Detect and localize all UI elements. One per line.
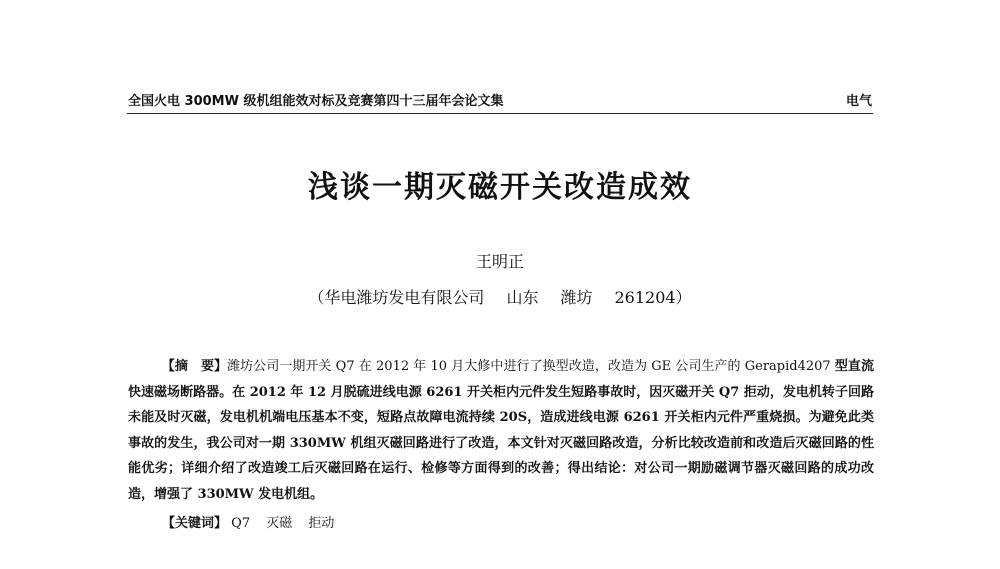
abstract-text-1: 潍坊公司一期开关 Q7 在 2012 年 10 月大修中进行了换型改造，改造为 GE 公司生产的 Gerapid4207 [227,359,835,374]
header-rule [127,113,873,114]
keyword-item: Q7 [231,516,251,531]
keyword-item: 拒动 [308,516,335,531]
running-header [128,92,872,112]
section-name: 电气 [845,94,872,109]
journal-name: 全国火电 300MW 级机组能效对标及竞赛第四十三届年会论文集 [128,94,504,109]
abstract [128,354,874,507]
author-name: 王明正 [475,252,524,271]
paper-title: 浅谈一期灭磁开关改造成效 [308,170,692,205]
keyword-item: 灭磁 [266,516,293,531]
affiliation-company: （华电潍坊发电有限公司 [308,288,485,307]
affiliation [0,287,1000,309]
affiliation-city: 潍坊 [560,288,593,307]
affiliation-province: 山东 [506,288,539,307]
keywords [162,513,346,535]
abstract-label: 【摘 要】 [161,359,228,374]
affiliation-postcode: 261204） [614,288,692,307]
keywords-label: 【关键词】 [162,516,228,531]
abstract-text-2: 型直流快速磁场断路器。在 2012 年 12 月脱硫进线电源 6261 开关柜内元件发生短路事故时，因灭磁开关 Q7 拒动，发电机转子回路未能及时灭磁，发电机机端电压基本不变，短路点故障电流持续 20S，造成进线电源 6261 开关柜内元件严重烧损。为避免此类事故的发生，我公司对一期 330MW 机组灭磁回路进行了改造，本文针对灭磁回路改造，分析比较改造前和改造后灭磁回路的性能优劣；详细介绍了改造竣工后灭磁回路在运行、检修等方面得到的改善；得出结论：对公司一期励磁调节器灭磁回路的成功改造，增强了 330MW 发电机组。 [128,359,874,502]
